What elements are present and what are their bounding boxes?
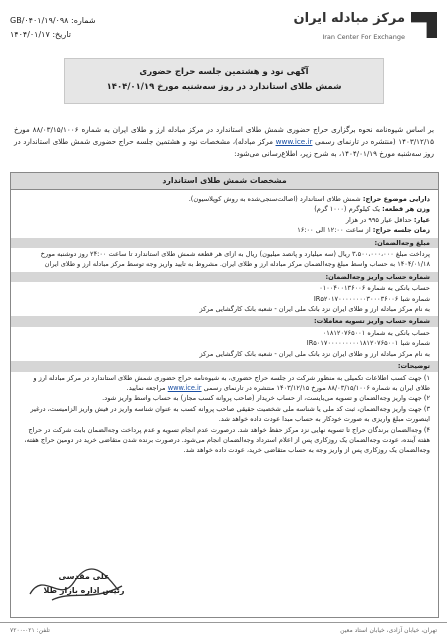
weight-label: وزن هر قطعه: xyxy=(382,205,430,214)
subject-value: شمش طلای استاندارد (اصالت‌سنجی‌شده به روش کوپلاسیون). xyxy=(188,195,361,203)
deposit-sheba: شماره شبا IR۵۲۰۱۷۰۰۰۰۰۰۰۰۳۰۰۰۳۶۰۰۶ xyxy=(313,294,430,303)
subject-label: دارایی موضوع حراج: xyxy=(362,195,430,203)
note-4: ۴) وجه‌الضمان برندگان حراج تا تسویه نهایی نزد مرکز حفظ خواهد شد. درصورت عدم انجام تسویه و عدم پرداخت وجه‌الضمان بابت شرکت در حراج هفته آینده، عودت وجه‌الضمان یک روزکاری پس از اعلام استرداد وجه‌الضمان انجام می‌شود. درصورت برنده شدن متقاضی خرید در دومین حراج هفته، وجه‌الضمان یک روزکاری پس از واریز وجه به حساب متقاضی خرید، عودت داده خواهد شد. xyxy=(24,425,430,455)
logo-text-en: Iran Center For Exchange xyxy=(322,33,405,41)
number-row xyxy=(10,14,96,28)
logo-text-fa: مرکز مبادله ایران xyxy=(293,11,405,26)
spec-box xyxy=(10,172,439,618)
intro-text-1: بر اساس شیوه‌نامه نحوه برگزاری حراج حضوری شمش طلای استاندارد در مرکز مبادله ارز و طلای ایران به شماره ۸۸/۰۳/۱۵/۱۰۰۶ مورخ ۱۴۰۳/۱۲/۱۵ (منتشره در تارنمای رسمی xyxy=(14,125,434,146)
number-value: GB/۰۴۰۱/۱۹/۰۹۸ xyxy=(10,16,69,25)
signer-name: علی مقدسی xyxy=(58,572,110,581)
purity-value: حداقل عیار ۹۹۵ در هزار xyxy=(345,215,412,224)
date-value: ۱۴۰۴/۰۱/۱۷ xyxy=(10,30,50,39)
number-label: شماره: xyxy=(71,16,96,25)
settle-account-number: حساب بانکی به شماره ۰۱۸۱۲۰۷۶۵۰۰۱ xyxy=(322,328,430,337)
deposit-account-owner: به نام مرکز مبادله ارز و طلای ایران نزد بانک ملی ایران - شعبه بانک کارگشایی مرکز xyxy=(199,305,430,314)
deposit-accounts-title: شماره حساب واریز وجه‌الضمان: xyxy=(11,272,438,282)
spec-body xyxy=(11,190,438,456)
purity-label: عیار: xyxy=(413,215,430,224)
title-line1: آگهی نود و هشتمین جلسه حراج حضوری xyxy=(139,67,309,77)
note-3: ۳) جهت واریز وجه‌الضمان، ثبت کد ملی یا شناسه ملی شخصیت حقیقی صاحب پروانه کسب به عنوان شناسه واریز در فیش واریز الزامیست، درغیر اینصورت مبلغ واریزی به صورت خودکار به حساب مبدا عودت داده خواهد شد. xyxy=(30,404,430,424)
date-row xyxy=(10,28,96,42)
note-1-tail: مراجعه نمایید. xyxy=(126,383,166,392)
footer-phone: تلفن: ۰۲۱-۷۲۰۰ xyxy=(10,627,50,634)
ice-logo xyxy=(293,6,437,50)
note-1-text: ۱) جهت کسب اطلاعات تکمیلی به منظور شرکت در جلسه حراج حضوری، به شیوه‌نامه حراج حضوری شمش طلای استاندارد در مرکز مبادله ارز و طلای ایران به شماره ۸۸/۰۳/۱۵/۱۰۰۶ مورخ ۱۴۰۳/۱۲/۱۵ منتشره در تارنمای رسمی xyxy=(33,373,430,392)
footer-address: تهران، خیابان آزادی، خیابان استاد معین xyxy=(340,627,437,634)
title-box xyxy=(64,58,384,104)
deposit-account-number: حساب بانکی به شماره ۰۱۰۰۴۰۰۱۳۶۰۰۶ xyxy=(319,284,430,293)
spec-header: مشخصات شمش طلای استاندارد xyxy=(11,173,438,190)
time-label: زمان جلسه حراج: xyxy=(372,226,430,235)
weight-value: یک کیلوگرم (۱۰۰۰ گرم) xyxy=(314,205,380,214)
footer xyxy=(0,622,447,641)
time-value: از ساعت ۱۲:۰۰ الی ۱۶:۰۰ xyxy=(297,226,371,235)
weight-row xyxy=(19,204,430,214)
note-2: ۲) جهت واریز وجه‌الضمان و تسویه می‌بایست، از حساب خریدار (صاحب پروانه کسب مجاز) به حساب واسط واریز شود. xyxy=(102,394,430,403)
date-label: تاریخ: xyxy=(52,30,71,39)
intro-text-2: مرکز مبادله)، مشخصات نود و هشتمین جلسه حراج حضوری شمش طلای استاندارد در روز سه‌شنبه مورخ ۱۴۰۴/۰۱/۱۹، به شرح زیر، اطلاع‌رسانی می‌شود: xyxy=(14,137,434,158)
settle-account-owner: به نام مرکز مبادله ارز و طلای ایران نزد بانک ملی ایران - شعبه بانک کارگشایی مرکز xyxy=(199,349,430,358)
signature-block xyxy=(36,570,132,598)
note-1-link[interactable]: www.ice.ir xyxy=(167,383,202,392)
deposit-text: پرداخت مبلغ ۳،۵۰۰،۰۰۰،۰۰۰ ریال (سه میلیارد و پانصد میلیون) ریال به ازای هر قطعه شمش طلای استاندارد تا ساعت ۲۴:۰۰ روز دوشنبه مورخ ۱۴۰۴/۰۱/۱۸ به حساب واسط مبلغ وجه‌الضمان مرکز مبادله ارز و طلای ایران. مشروط به تایید واریز وجه توسط مرکز مبادله ارز و طلای ایران xyxy=(40,250,430,269)
intro-link[interactable]: www.ice.ir xyxy=(275,137,313,146)
note-1 xyxy=(19,373,430,394)
purity-row xyxy=(19,215,430,225)
title-line2: شمش طلای استاندارد در روز سه‌شنبه مورخ ۱۴۰۴/۰۱/۱۹ xyxy=(106,82,342,92)
deposit-title: مبلغ وجه‌الضمان: xyxy=(11,238,438,248)
logo-mark-icon xyxy=(411,12,437,38)
settle-accounts-title: شماره حساب واریز تسویه معاملات: xyxy=(11,316,438,326)
intro-paragraph xyxy=(14,124,434,160)
signer-role: رئیس اداره بازار طلا xyxy=(43,586,125,595)
letter-meta xyxy=(10,14,96,42)
notes-title: توضیحات: xyxy=(11,361,438,371)
settle-sheba: شماره شبا IR۵۰۱۷۰۰۰۰۰۰۰۰۰۱۸۱۲۰۷۶۵۰۰۱ xyxy=(306,339,430,348)
subject-row xyxy=(19,194,430,204)
time-row xyxy=(19,225,430,235)
